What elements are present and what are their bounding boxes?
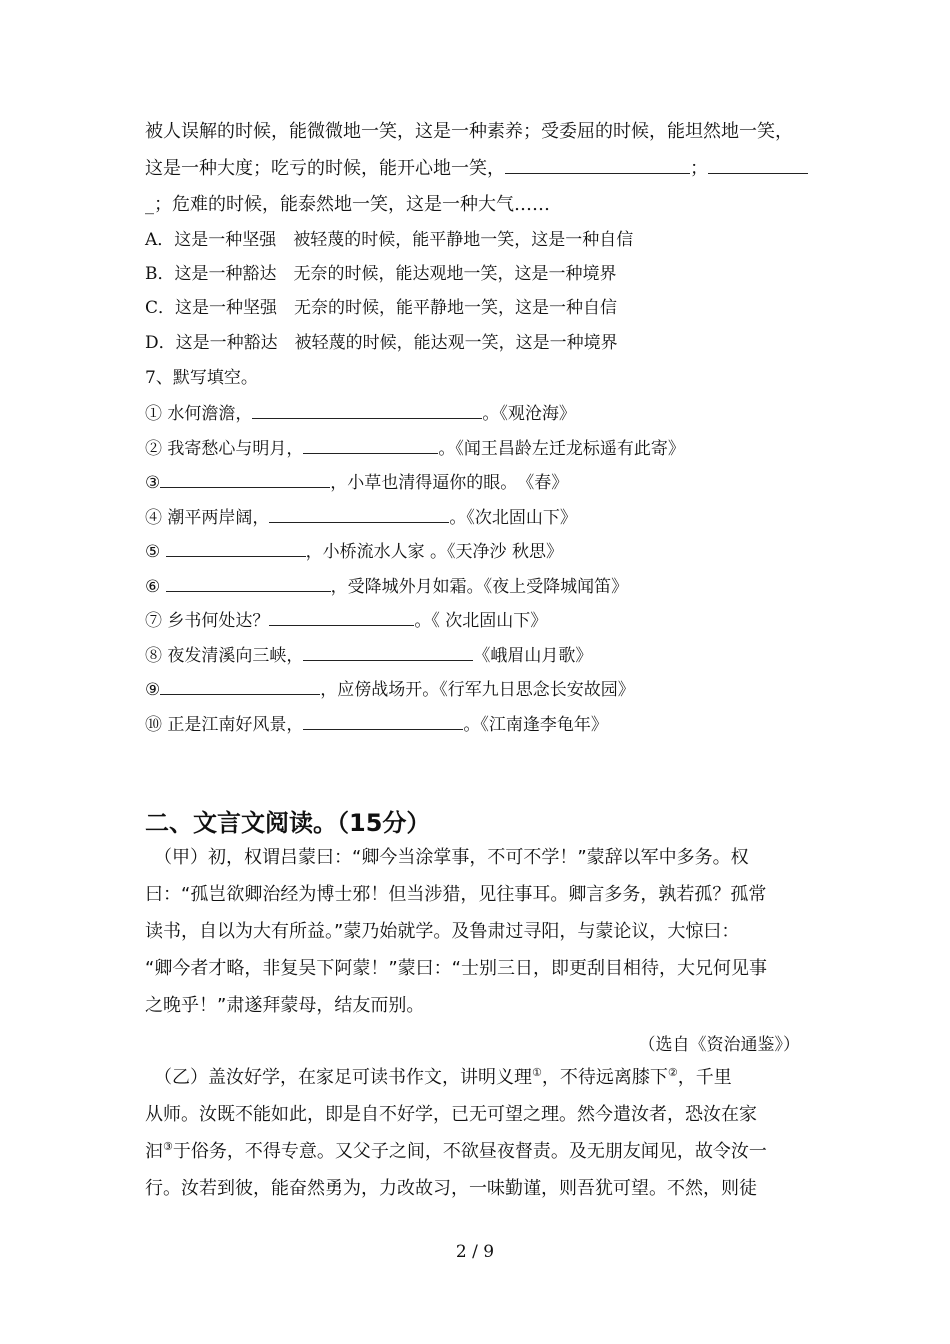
q7-item-1	[145, 400, 576, 426]
q7-item-3-blank[interactable]	[160, 469, 330, 488]
q7-item-2-before: ② 我寄愁心与明月，	[145, 439, 304, 459]
q7-item-6-before: ⑥	[145, 577, 166, 597]
q7-item-10-blank[interactable]	[303, 711, 463, 730]
q7-item-3-before: ③	[145, 473, 161, 493]
q7-item-6-after: ，受降城外月如霜。《夜上受降城闻笛》	[330, 577, 629, 597]
q7-item-4-blank[interactable]	[269, 504, 449, 523]
q6-blank-1[interactable]	[505, 155, 690, 174]
q7-item-1-blank[interactable]	[252, 400, 482, 419]
q7-item-8-before: ⑧ 夜发清溪向三峡，	[145, 646, 304, 666]
q7-item-2	[145, 435, 685, 461]
q7-item-7-before: ⑦ 乡书何处达？	[145, 611, 270, 631]
q6-option-c: C．这是一种坚强 无奈的时候，能平静地一笑，这是一种自信	[145, 298, 618, 318]
q7-item-9	[145, 676, 635, 702]
yi-line-1-a: （乙）盖汝好学，在家足可读书作文，讲明义理	[145, 1067, 532, 1088]
jia-line-2: 曰：“孤岂欲卿治经为博士邪！但当涉猎，见往事耳。卿言多务，孰若孤？孤常	[145, 884, 767, 905]
q6-line-3: _；危难的时候，能泰然地一笑，这是一种大气……	[145, 194, 550, 215]
q7-item-5	[145, 538, 563, 564]
footnote-mark-1: ①	[532, 1066, 542, 1079]
q7-item-6	[145, 573, 628, 599]
jia-source: （选自《资治通鉴》）	[638, 1035, 800, 1055]
jia-line-4: “卿今者才略，非复吴下阿蒙！”蒙曰：“士别三日，即更刮目相待，大兄何见事	[145, 958, 767, 979]
yi-line-3-a: 汩	[145, 1141, 163, 1162]
q7-item-2-after: 。《闻王昌龄左迁龙标遥有此寄》	[438, 439, 685, 459]
q7-item-5-before: ⑤	[145, 542, 166, 562]
jia-line-5: 之晚乎！”肃遂拜蒙母，结友而别。	[145, 995, 425, 1016]
q7-item-8	[145, 642, 592, 668]
footnote-mark-3: ③	[163, 1140, 173, 1153]
q7-item-10-before: ⑩ 正是江南好风景，	[145, 715, 304, 735]
q7-item-4-before: ④ 潮平两岸阔，	[145, 508, 270, 528]
q6-line-2-text: 这是一种大度；吃亏的时候，能开心地一笑，	[145, 158, 505, 179]
jia-line-1: （甲）初，权谓吕蒙曰：“卿今当涂掌事，不可不学！”蒙辞以军中多务。权	[145, 847, 749, 868]
yi-line-1-b: ，不待远离膝下	[541, 1067, 668, 1088]
q7-item-5-after: ，小桥流水人家 。《天净沙 秋思》	[305, 542, 563, 562]
q6-line-2	[145, 155, 808, 181]
q6-option-b: B．这是一种豁达 无奈的时候，能达观地一笑，这是一种境界	[145, 264, 617, 284]
q7-item-7-after: 。《 次北固山下》	[414, 611, 548, 631]
q7-item-1-after: 。《观沧海》	[482, 404, 576, 424]
q7-item-7-blank[interactable]	[269, 607, 414, 626]
q7-item-6-blank[interactable]	[166, 573, 331, 592]
page-number: 2 / 9	[455, 1242, 495, 1262]
q7-item-7	[145, 607, 547, 633]
q7-item-9-after: ，应傍战场开。《行军九日思念长安故园》	[320, 680, 635, 700]
q7-item-9-before: ⑨	[145, 680, 161, 700]
yi-line-1	[145, 1066, 732, 1090]
q7-item-3	[145, 469, 568, 495]
yi-line-3-b: 于俗务，不得专意。又父子之间，不欲昼夜督责。及无朋友闻见，故令汝一	[172, 1141, 767, 1162]
footnote-mark-2: ②	[667, 1066, 678, 1079]
q6-option-d: D．这是一种豁达 被轻蔑的时候，能达观一笑，这是一种境界	[145, 333, 618, 353]
yi-line-2: 从师。汝既不能如此，即是自不好学，已无可望之理。然今遣汝者，恐汝在家	[145, 1104, 757, 1125]
q7-item-10-after: 。《江南逢李龟年》	[463, 715, 608, 735]
q7-item-9-blank[interactable]	[160, 676, 320, 695]
q7-item-8-after: 《峨眉山月歌》	[473, 646, 593, 666]
q7-item-8-blank[interactable]	[303, 642, 473, 661]
q6-line-2-sep: ；	[690, 158, 708, 179]
section-2-title: 二、文言文阅读。（15分）	[145, 809, 431, 837]
q7-item-4-after: 。《次北固山下》	[449, 508, 577, 528]
q7-item-3-after: ，小草也清得逼你的眼。 《春》	[330, 473, 569, 493]
yi-line-4: 行。汝若到彼，能奋然勇为，力改故习，一味勤谨，则吾犹可望。不然，则徒	[145, 1178, 757, 1199]
q7-heading: 7、默写填空。	[145, 368, 258, 388]
q7-item-10	[145, 711, 608, 737]
q6-option-a: A．这是一种坚强 被轻蔑的时候，能平静地一笑，这是一种自信	[145, 230, 634, 250]
jia-line-3: 读书，自以为大有所益。”蒙乃始就学。及鲁肃过寻阳，与蒙论议，大惊曰：	[145, 921, 740, 942]
q7-item-2-blank[interactable]	[303, 435, 438, 454]
yi-line-1-c: ，千里	[677, 1067, 732, 1088]
q7-item-5-blank[interactable]	[166, 538, 306, 557]
q7-item-1-before: ① 水何澹澹，	[145, 404, 253, 424]
q6-blank-2[interactable]	[708, 155, 808, 174]
yi-line-3	[145, 1140, 767, 1164]
q7-item-4	[145, 504, 577, 530]
q6-line-1: 被人误解的时候，能微微地一笑，这是一种素养；受委屈的时候，能坦然地一笑，	[145, 121, 793, 142]
